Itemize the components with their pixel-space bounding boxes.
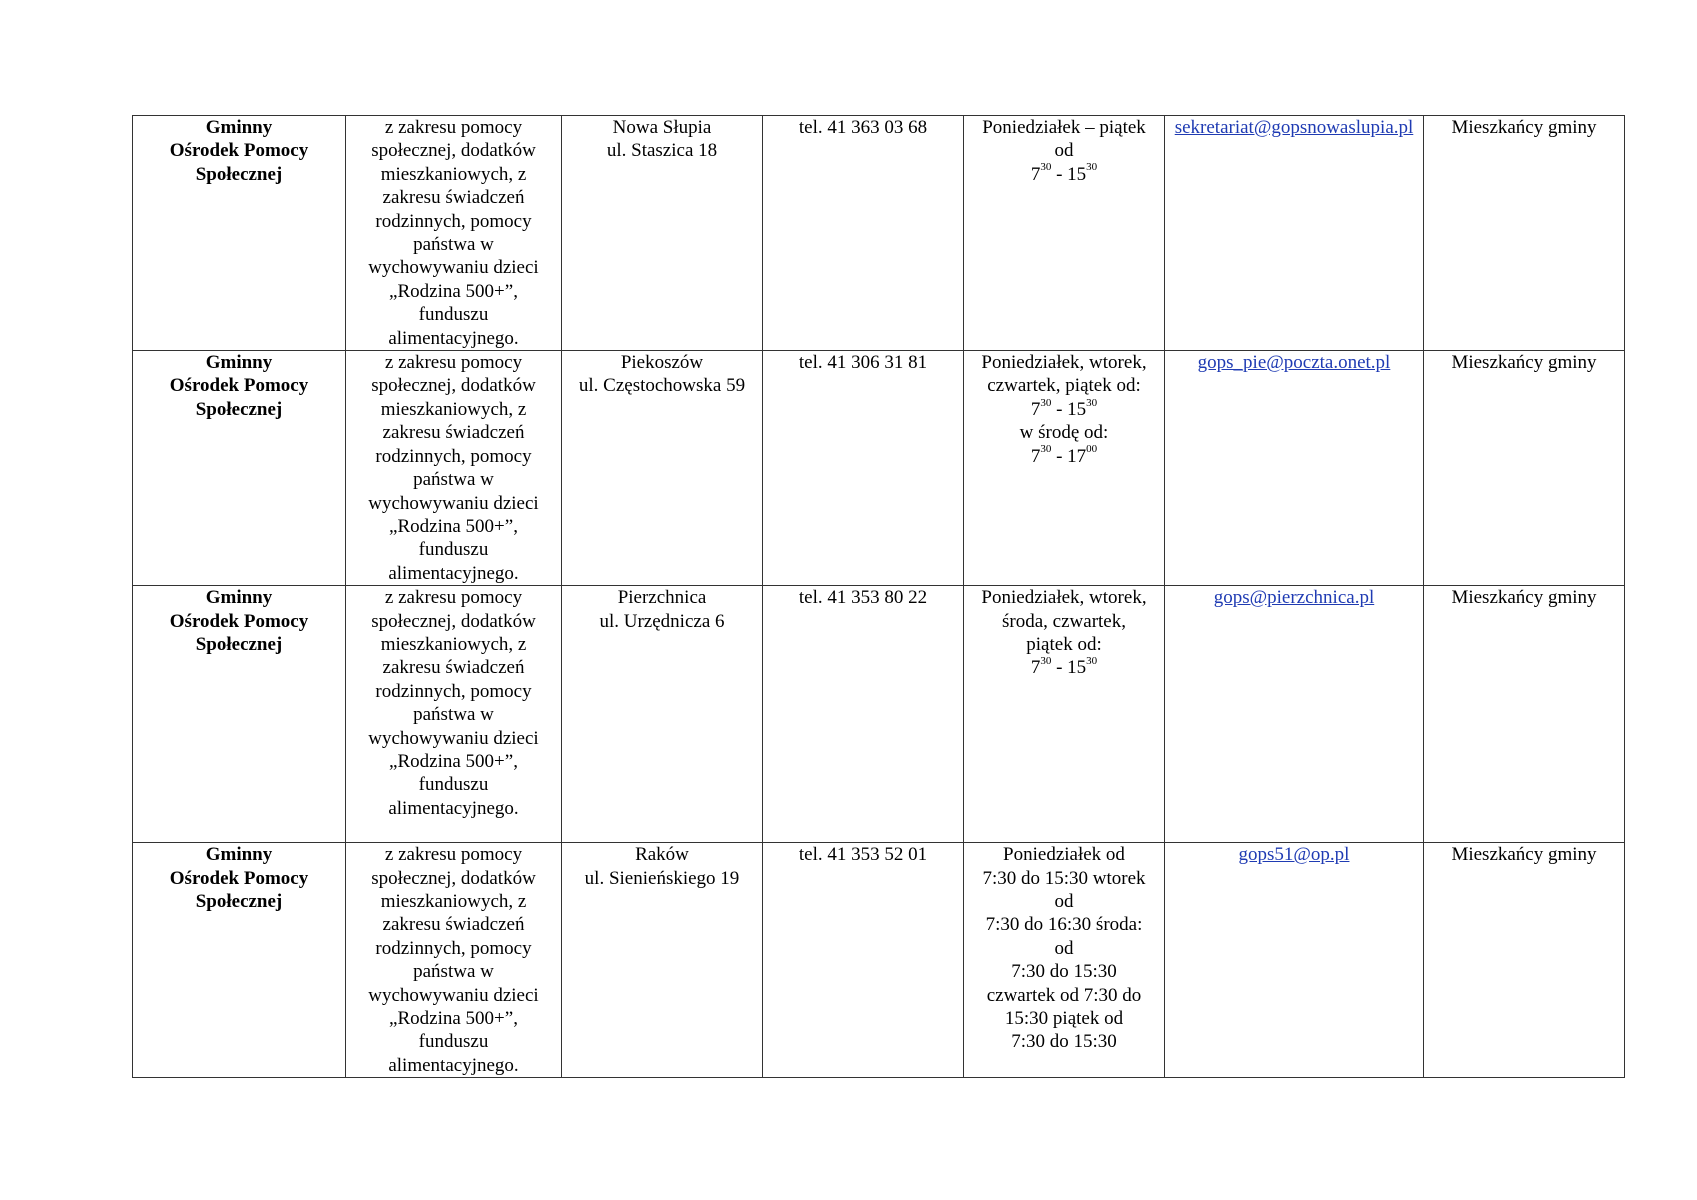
institution-name-cell: Gminny Ośrodek Pomocy Społecznej	[133, 586, 346, 843]
hours-range: $7^{30} - 15^{30}$	[1030, 396, 1098, 420]
audience-cell: Mieszkańcy gminy	[1424, 116, 1625, 351]
audience-cell: Mieszkańcy gminy	[1424, 351, 1625, 586]
email-cell	[1165, 351, 1424, 586]
hours-cell: Poniedziałek od 7:30 do 15:30 wtorek od 7:30 do 16:30 środa: od 7:30 do 15:30 czwartek od 7:30 do 15:30 piątek od 7:30 do 15:30	[964, 843, 1165, 1078]
hours-range: $7^{30} - 15^{30}$	[1030, 655, 1098, 679]
scope-cell: z zakresu pomocy społecznej, dodatków mieszkaniowych, z zakresu świadczeń rodzinnych, pomocy państwa w wychowywaniu dzieci „Rodzina 500+”, funduszu alimentacyjnego.	[346, 586, 562, 843]
email-cell	[1165, 843, 1424, 1078]
scope-cell: z zakresu pomocy społecznej, dodatków mieszkaniowych, z zakresu świadczeń rodzinnych, pomocy państwa w wychowywaniu dzieci „Rodzina 500+”, funduszu alimentacyjnego.	[346, 351, 562, 586]
table-row	[133, 586, 1625, 843]
email-cell	[1165, 116, 1424, 351]
table-row	[133, 116, 1625, 351]
address-cell: Nowa Słupia ul. Staszica 18	[562, 116, 763, 351]
email-link[interactable]: gops_pie@poczta.onet.pl	[1197, 352, 1391, 374]
email-link[interactable]: gops51@op.pl	[1238, 844, 1350, 866]
institution-name-cell: Gminny Ośrodek Pomocy Społecznej	[133, 843, 346, 1078]
hours-range: $7^{30} - 17^{00}$	[1030, 443, 1098, 467]
phone-cell: tel. 41 363 03 68	[763, 116, 964, 351]
address-cell: Raków ul. Sienieńskiego 19	[562, 843, 763, 1078]
audience-cell: Mieszkańcy gminy	[1424, 586, 1625, 843]
email-link[interactable]: sekretariat@gopsnowaslupia.pl	[1174, 117, 1414, 138]
table-row	[133, 351, 1625, 586]
email-link[interactable]: gops@pierzchnica.pl	[1213, 587, 1375, 609]
phone-cell: tel. 41 353 80 22	[763, 586, 964, 843]
email-cell	[1165, 586, 1424, 843]
institutions-table	[132, 115, 1625, 1078]
scope-cell: z zakresu pomocy społecznej, dodatków mieszkaniowych, z zakresu świadczeń rodzinnych, pomocy państwa w wychowywaniu dzieci „Rodzina 500+”, funduszu alimentacyjnego.	[346, 843, 562, 1078]
audience-cell: Mieszkańcy gminy	[1424, 843, 1625, 1078]
institution-name-cell: Gminny Ośrodek Pomocy Społecznej	[133, 351, 346, 586]
address-cell: Pierzchnica ul. Urzędnicza 6	[562, 586, 763, 843]
hours-range: $7^{30} - 15^{30}$	[1030, 161, 1098, 185]
table-row	[133, 843, 1625, 1078]
scope-cell: z zakresu pomocy społecznej, dodatków mieszkaniowych, z zakresu świadczeń rodzinnych, pomocy państwa w wychowywaniu dzieci „Rodzina 500+”, funduszu alimentacyjnego.	[346, 116, 562, 351]
hours-cell: Poniedziałek, wtorek, środa, czwartek, piątek od: $7^{30} - 15^{30}$	[964, 586, 1165, 843]
phone-cell: tel. 41 353 52 01	[763, 843, 964, 1078]
address-cell: Piekoszów ul. Częstochowska 59	[562, 351, 763, 586]
institution-name-cell: Gminny Ośrodek Pomocy Społecznej	[133, 116, 346, 351]
phone-cell: tel. 41 306 31 81	[763, 351, 964, 586]
hours-cell: Poniedziałek – piątek od $7^{30} - 15^{30}$	[964, 116, 1165, 351]
hours-cell: Poniedziałek, wtorek, czwartek, piątek od: $7^{30} - 15^{30}$ w środę od: $7^{30} - 17^{00}$	[964, 351, 1165, 586]
